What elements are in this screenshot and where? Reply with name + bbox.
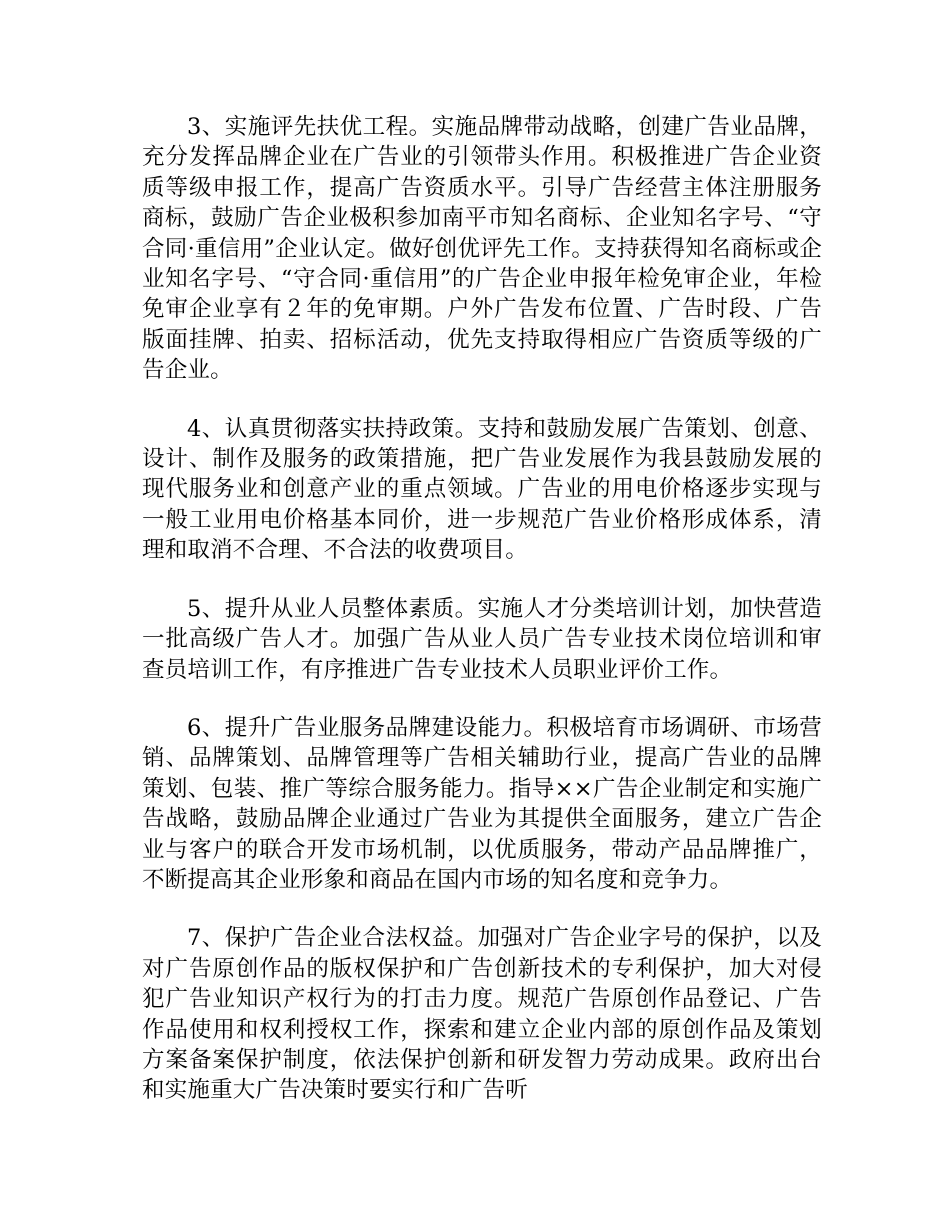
paragraph-7: 7、保护广告企业合法权益。加强对广告企业字号的保护，以及对广告原创作品的版权保护和广告创新技术的专利保护，加大对侵犯广告业知识产权行为的打击力度。规范广告原创作品登记、广告作品使用和权利授权工作，探索和建立企业内部的原创作品及策划方案备案保护制度，依法保护创新和研发智力劳动成果。政府出台和实施重大广告决策时要实行和广告听 bbox=[142, 925, 822, 1104]
paragraph-3: 3、实施评先扶优工程。实施品牌带动战略，创建广告业品牌，充分发挥品牌企业在广告业的引领带头作用。积极推进广告企业资质等级申报工作，提高广告资质水平。引导广告经营主体注册服务商标，鼓励广告企业极积参加南平市知名商标、企业知名字号、“守合同·重信用”企业认定。做好创优评先工作。支持获得知名商标或企业知名字号、“守合同·重信用”的广告企业申报年检免审企业，年检免审企业享有２年的免审期。户外广告发布位置、广告时段、广告版面挂牌、拍卖、招标活动，优先支持取得相应广告资质等级的广告企业。 bbox=[142, 114, 822, 384]
paragraph-4: 4、认真贯彻落实扶持政策。支持和鼓励发展广告策划、创意、设计、制作及服务的政策措施，把广告业发展作为我县鼓励发展的现代服务业和创意产业的重点领域。广告业的用电价格逐步实现与一般工业用电价格基本同价，进一步规范广告业价格形成体系，清理和取消不合理、不合法的收费项目。 bbox=[142, 415, 822, 564]
document-body bbox=[142, 112, 822, 1134]
paragraph-5: 5、提升从业人员整体素质。实施人才分类培训计划，加快营造一批高级广告人才。加强广告从业人员广告专业技术岗位培训和审查员培训工作，有序推进广告专业技术人员职业评价工作。 bbox=[142, 595, 822, 683]
paragraph-6: 6、提升广告业服务品牌建设能力。积极培育市场调研、市场营销、品牌策划、品牌管理等广告相关辅助行业，提高广告业的品牌策划、包装、推广等综合服务能力。指导××广告企业制定和实施广告战略，鼓励品牌企业通过广告业为其提供全面服务，建立广告企业与客户的联合开发市场机制，以优质服务，带动产品品牌推广，不断提高其企业形象和商品在国内市场的知名度和竞争力。 bbox=[142, 714, 822, 893]
